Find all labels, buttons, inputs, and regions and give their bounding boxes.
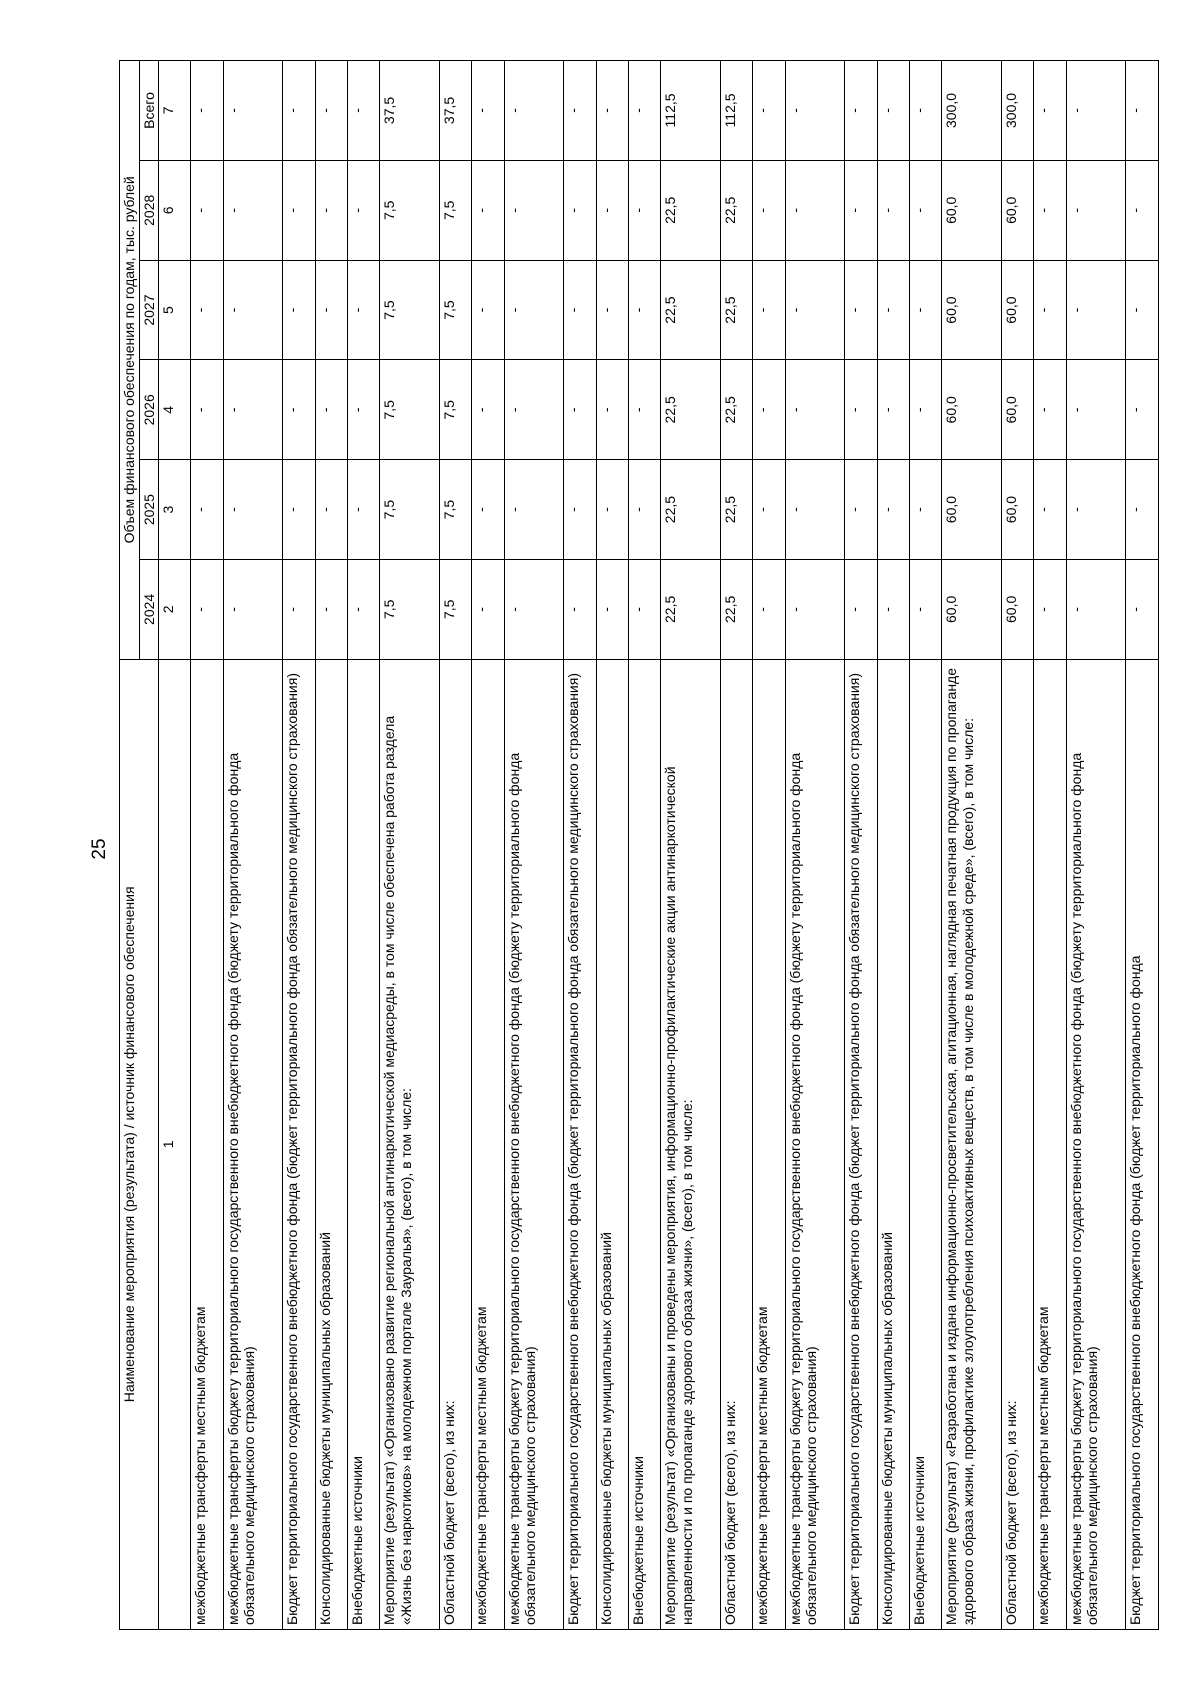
- row-year-value: 7,5: [380, 559, 440, 659]
- year-header: 2027: [139, 260, 159, 360]
- row-total-value: -: [753, 61, 785, 161]
- row-year-value: -: [785, 559, 845, 659]
- row-total-value: -: [629, 61, 661, 161]
- row-year-value: -: [564, 460, 596, 560]
- row-year-value: -: [785, 260, 845, 360]
- row-source-name: Внебюджетные источники: [910, 659, 942, 1629]
- row-year-value: -: [753, 559, 785, 659]
- row-year-value: -: [504, 260, 564, 360]
- table-row: [845, 61, 877, 1630]
- row-source-name: межбюджетные трансферты местным бюджетам: [191, 659, 223, 1629]
- row-year-value: -: [504, 160, 564, 260]
- table-row: [753, 61, 785, 1630]
- row-year-value: -: [564, 559, 596, 659]
- row-year-value: 22,5: [661, 559, 721, 659]
- row-year-value: -: [504, 360, 564, 460]
- row-year-value: -: [1066, 360, 1126, 460]
- row-source-name: межбюджетные трансферты местным бюджетам: [472, 659, 504, 1629]
- row-year-value: 7,5: [440, 460, 472, 560]
- row-year-value: -: [348, 360, 380, 460]
- row-year-value: -: [1034, 460, 1066, 560]
- row-year-value: -: [629, 260, 661, 360]
- row-total-value: -: [504, 61, 564, 161]
- table-row: [596, 61, 628, 1630]
- row-total-value: -: [1066, 61, 1126, 161]
- row-year-value: 60,0: [1002, 160, 1034, 260]
- row-year-value: -: [283, 460, 315, 560]
- row-year-value: 7,5: [440, 360, 472, 460]
- table-row: [1126, 61, 1159, 1630]
- table-row: [785, 61, 845, 1630]
- row-total-value: -: [191, 61, 223, 161]
- row-total-value: -: [564, 61, 596, 161]
- row-source-name: межбюджетные трансферты местным бюджетам: [1034, 659, 1066, 1629]
- table-row: [380, 61, 440, 1630]
- row-year-value: -: [283, 559, 315, 659]
- row-source-name: межбюджетные трансферты местным бюджетам: [753, 659, 785, 1629]
- row-total-value: -: [283, 61, 315, 161]
- row-year-value: -: [629, 360, 661, 460]
- row-year-value: -: [283, 160, 315, 260]
- row-year-value: 7,5: [440, 559, 472, 659]
- row-year-value: 22,5: [661, 160, 721, 260]
- row-year-value: -: [564, 360, 596, 460]
- row-year-value: -: [315, 260, 347, 360]
- row-source-name: Областной бюджет (всего), из них:: [1002, 659, 1034, 1629]
- row-total-value: 37,5: [440, 61, 472, 161]
- row-year-value: -: [753, 360, 785, 460]
- row-total-value: 112,5: [661, 61, 721, 161]
- row-source-name: Областной бюджет (всего), из них:: [721, 659, 753, 1629]
- row-total-value: -: [785, 61, 845, 161]
- row-year-value: 7,5: [380, 160, 440, 260]
- row-year-value: -: [596, 260, 628, 360]
- row-year-value: 22,5: [721, 559, 753, 659]
- row-source-name: Бюджет территориального государственного внебюджетного фонда (бюджет территориального фонда: [1126, 659, 1159, 1629]
- column-number: 6: [159, 160, 191, 260]
- row-total-value: 300,0: [1002, 61, 1034, 161]
- row-year-value: 7,5: [380, 360, 440, 460]
- row-year-value: -: [596, 360, 628, 460]
- row-source-name: Консолидированные бюджеты муниципальных образований: [877, 659, 909, 1629]
- row-source-name: Бюджет территориального государственного внебюджетного фонда (бюджет территориального фонда обязательного медицинского страхования): [283, 659, 315, 1629]
- row-year-value: -: [348, 559, 380, 659]
- row-year-value: -: [629, 460, 661, 560]
- table-row: [191, 61, 223, 1630]
- row-year-value: -: [283, 260, 315, 360]
- row-year-value: -: [504, 460, 564, 560]
- column-number: 2: [159, 559, 191, 659]
- row-source-name: межбюджетные трансферты бюджету территориального государственного внебюджетного фонда (бюджету территориального фонда обязательного медицинского страхования): [785, 659, 845, 1629]
- column-number: 1: [159, 659, 191, 1629]
- row-total-value: -: [472, 61, 504, 161]
- row-source-name: Мероприятие (результат) «Разработана и издана информационно-просветительская, агитационная, наглядная печатная продукция по пропаганде здорового образа жизни, профилактике злоупотребления психоактивных веществ, в том числе в молодежной среде», (всего), в том числе:: [942, 659, 1002, 1629]
- row-year-value: -: [223, 559, 283, 659]
- row-total-value: -: [845, 61, 877, 161]
- table-row: [942, 61, 1002, 1630]
- row-year-value: 22,5: [721, 360, 753, 460]
- year-header: 2025: [139, 460, 159, 560]
- row-year-value: -: [191, 559, 223, 659]
- row-source-name: Областной бюджет (всего), из них:: [440, 659, 472, 1629]
- row-year-value: -: [785, 360, 845, 460]
- row-year-value: -: [877, 559, 909, 659]
- row-year-value: -: [596, 559, 628, 659]
- row-source-name: Внебюджетные источники: [629, 659, 661, 1629]
- name-column-header: Наименование мероприятия (результата) / источник финансового обеспечения: [120, 659, 159, 1629]
- row-year-value: 22,5: [661, 460, 721, 560]
- row-year-value: -: [845, 360, 877, 460]
- row-year-value: -: [472, 460, 504, 560]
- row-source-name: Бюджет территориального государственного внебюджетного фонда (бюджет территориального фонда обязательного медицинского страхования): [845, 659, 877, 1629]
- row-year-value: -: [472, 260, 504, 360]
- row-year-value: 60,0: [1002, 559, 1034, 659]
- row-total-value: 37,5: [380, 61, 440, 161]
- total-header: Всего: [139, 61, 159, 161]
- row-year-value: -: [223, 360, 283, 460]
- row-total-value: 300,0: [942, 61, 1002, 161]
- row-total-value: -: [1034, 61, 1066, 161]
- column-number: 7: [159, 61, 191, 161]
- column-numbers-row: [159, 61, 191, 1630]
- row-year-value: -: [1126, 559, 1159, 659]
- row-total-value: -: [1126, 61, 1159, 161]
- table-body: [159, 61, 1159, 1630]
- row-year-value: 22,5: [721, 260, 753, 360]
- row-source-name: Консолидированные бюджеты муниципальных образований: [596, 659, 628, 1629]
- row-source-name: Внебюджетные источники: [348, 659, 380, 1629]
- row-year-value: -: [472, 559, 504, 659]
- row-total-value: -: [315, 61, 347, 161]
- row-source-name: Бюджет территориального государственного внебюджетного фонда (бюджет территориального фонда обязательного медицинского страхования): [564, 659, 596, 1629]
- row-year-value: -: [877, 160, 909, 260]
- table-row: [1066, 61, 1126, 1630]
- row-year-value: -: [910, 559, 942, 659]
- row-year-value: -: [564, 260, 596, 360]
- row-year-value: 22,5: [721, 460, 753, 560]
- row-year-value: -: [348, 260, 380, 360]
- row-total-value: -: [348, 61, 380, 161]
- row-year-value: -: [223, 160, 283, 260]
- row-year-value: -: [910, 160, 942, 260]
- row-year-value: 60,0: [942, 460, 1002, 560]
- row-year-value: 7,5: [440, 260, 472, 360]
- row-total-value: -: [877, 61, 909, 161]
- row-source-name: Консолидированные бюджеты муниципальных образований: [315, 659, 347, 1629]
- row-year-value: -: [564, 160, 596, 260]
- row-year-value: -: [629, 559, 661, 659]
- row-source-name: межбюджетные трансферты бюджету территориального государственного внебюджетного фонда (бюджету территориального фонда обязательного медицинского страхования): [1066, 659, 1126, 1629]
- row-year-value: -: [1034, 260, 1066, 360]
- table-row: [661, 61, 721, 1630]
- row-year-value: -: [472, 160, 504, 260]
- table-row: [348, 61, 380, 1630]
- row-year-value: 60,0: [942, 559, 1002, 659]
- table-row: [315, 61, 347, 1630]
- row-year-value: -: [315, 559, 347, 659]
- financing-table: [119, 60, 1159, 1630]
- row-year-value: -: [845, 260, 877, 360]
- column-number: 4: [159, 360, 191, 460]
- table-row: [1034, 61, 1066, 1630]
- volume-header: Объем финансового обеспечения по годам, тыс. рублей: [120, 61, 140, 660]
- row-year-value: -: [315, 160, 347, 260]
- header-row-top: [120, 61, 140, 1630]
- row-source-name: межбюджетные трансферты бюджету территориального государственного внебюджетного фонда (бюджету территориального фонда обязательного медицинского страхования): [504, 659, 564, 1629]
- row-year-value: -: [1126, 460, 1159, 560]
- year-header: 2028: [139, 160, 159, 260]
- row-year-value: -: [472, 360, 504, 460]
- table-row: [504, 61, 564, 1630]
- row-source-name: межбюджетные трансферты бюджету территориального государственного внебюджетного фонда (бюджету территориального фонда обязательного медицинского страхования): [223, 659, 283, 1629]
- row-year-value: -: [1066, 260, 1126, 360]
- row-year-value: 60,0: [1002, 460, 1034, 560]
- column-number: 5: [159, 260, 191, 360]
- table-row: [877, 61, 909, 1630]
- column-number: 3: [159, 460, 191, 560]
- row-year-value: -: [348, 160, 380, 260]
- row-year-value: 7,5: [380, 460, 440, 560]
- table-row: [564, 61, 596, 1630]
- row-year-value: 60,0: [942, 260, 1002, 360]
- row-year-value: -: [1066, 160, 1126, 260]
- row-year-value: -: [223, 460, 283, 560]
- row-year-value: -: [753, 260, 785, 360]
- row-year-value: -: [753, 160, 785, 260]
- row-year-value: -: [191, 360, 223, 460]
- row-year-value: -: [348, 460, 380, 560]
- table-row: [472, 61, 504, 1630]
- row-year-value: 7,5: [440, 160, 472, 260]
- row-year-value: -: [785, 460, 845, 560]
- year-header: 2026: [139, 360, 159, 460]
- row-source-name: Мероприятие (результат) «Организованы и проведены мероприятия, информационно-профилактические акции антинаркотической направленности и по пропаганде здорового образа жизни», (всего), в том числе:: [661, 659, 721, 1629]
- row-year-value: -: [785, 160, 845, 260]
- page-number: 25: [89, 838, 110, 860]
- table-row: [1002, 61, 1034, 1630]
- table-row: [910, 61, 942, 1630]
- row-year-value: -: [910, 360, 942, 460]
- row-year-value: -: [315, 460, 347, 560]
- row-year-value: -: [283, 360, 315, 460]
- row-year-value: -: [753, 460, 785, 560]
- row-year-value: -: [191, 260, 223, 360]
- row-year-value: -: [1034, 360, 1066, 460]
- row-year-value: 7,5: [380, 260, 440, 360]
- row-year-value: -: [910, 460, 942, 560]
- row-year-value: -: [877, 360, 909, 460]
- table-row: [223, 61, 283, 1630]
- row-year-value: -: [877, 460, 909, 560]
- row-year-value: -: [1126, 260, 1159, 360]
- row-year-value: -: [191, 460, 223, 560]
- row-year-value: -: [191, 160, 223, 260]
- row-source-name: Мероприятие (результат) «Организовано развитие региональной антинаркотической медиасреды, в том числе обеспечена работа раздела «Жизнь без наркотиков» на молодежном портале Зауралья», (всего), в том числе:: [380, 659, 440, 1629]
- row-year-value: -: [596, 160, 628, 260]
- row-year-value: 22,5: [721, 160, 753, 260]
- row-year-value: -: [315, 360, 347, 460]
- table-row: [440, 61, 472, 1630]
- row-year-value: 60,0: [1002, 360, 1034, 460]
- row-year-value: 60,0: [1002, 260, 1034, 360]
- row-year-value: -: [877, 260, 909, 360]
- row-total-value: -: [223, 61, 283, 161]
- row-year-value: -: [223, 260, 283, 360]
- row-year-value: -: [845, 160, 877, 260]
- table-row: [629, 61, 661, 1630]
- row-year-value: -: [845, 559, 877, 659]
- row-year-value: 22,5: [661, 360, 721, 460]
- row-year-value: 22,5: [661, 260, 721, 360]
- row-year-value: -: [1126, 360, 1159, 460]
- row-year-value: -: [1066, 460, 1126, 560]
- row-year-value: 60,0: [942, 160, 1002, 260]
- row-year-value: -: [1034, 559, 1066, 659]
- year-header: 2024: [139, 559, 159, 659]
- row-year-value: -: [910, 260, 942, 360]
- table-row: [283, 61, 315, 1630]
- row-year-value: -: [1066, 559, 1126, 659]
- row-year-value: -: [596, 460, 628, 560]
- row-year-value: -: [845, 460, 877, 560]
- row-year-value: -: [1126, 160, 1159, 260]
- row-year-value: -: [1034, 160, 1066, 260]
- row-total-value: -: [910, 61, 942, 161]
- row-total-value: 112,5: [721, 61, 753, 161]
- rotated-table-container: [119, 60, 1159, 1630]
- row-total-value: -: [596, 61, 628, 161]
- row-year-value: -: [504, 559, 564, 659]
- row-year-value: -: [629, 160, 661, 260]
- table-row: [721, 61, 753, 1630]
- row-year-value: 60,0: [942, 360, 1002, 460]
